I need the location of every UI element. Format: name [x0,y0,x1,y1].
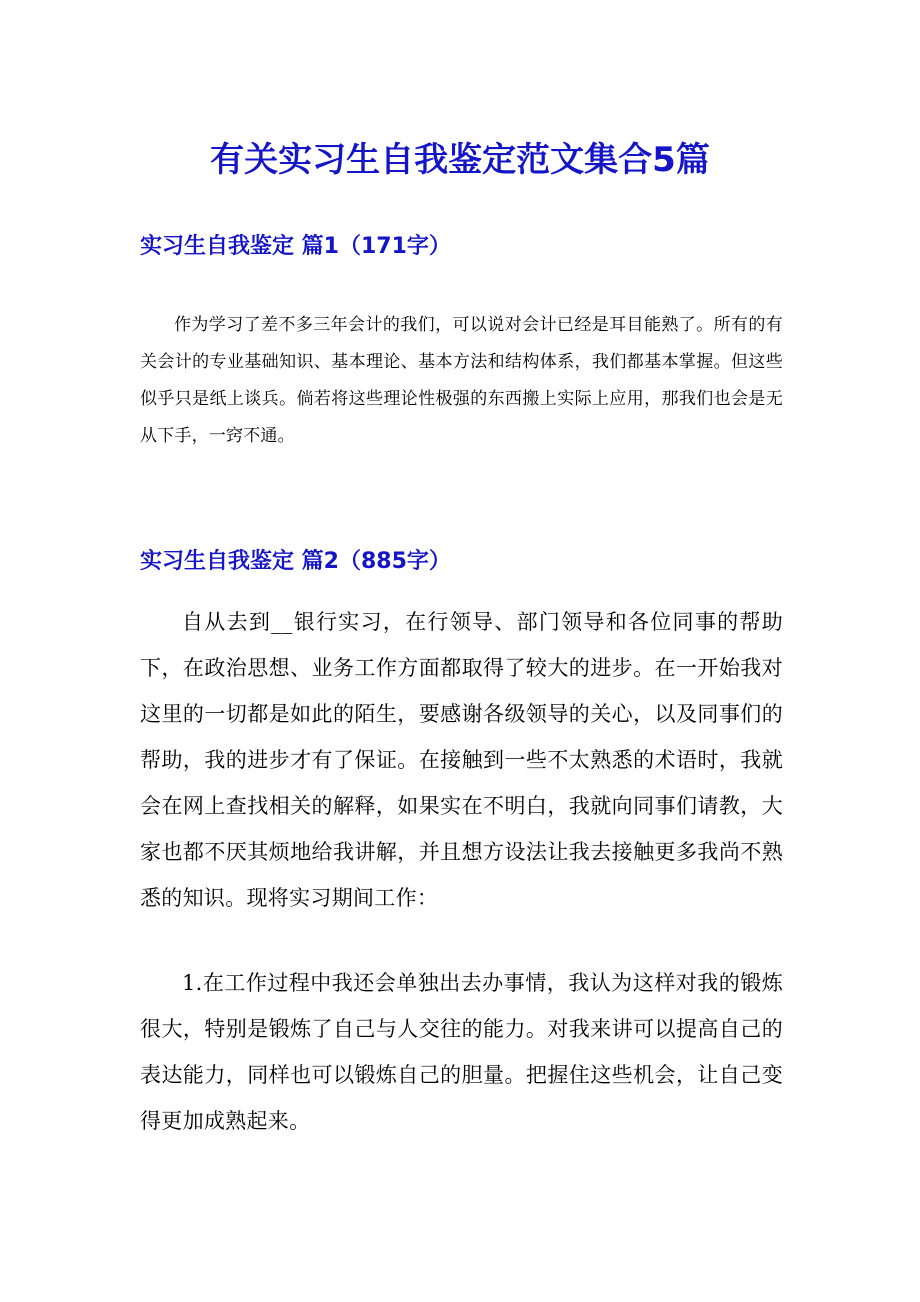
section-heading-2: 实习生自我鉴定 篇2（885字） [140,549,451,574]
document-title: 有关实习生自我鉴定范文集合5篇 [210,140,710,180]
section-2-paragraph-2: 1.在工作过程中我还会单独出去办事情，我认为这样对我的锻炼很大，特别是锻炼了自己与人交往的能力。对我来讲可以提高自己的表达能力，同样也可以锻炼自己的胆量。把握住这些机会，让自己变得更加成熟起来。 [140,971,783,1133]
section-2-paragraph-1: 自从去到__银行实习，在行领导、部门领导和各位同事的帮助下，在政治思想、业务工作方面都取得了较大的进步。在一开始我对这里的一切都是如此的陌生，要感谢各级领导的关心，以及同事们的帮助，我的进步才有了保证。在接触到一些不太熟悉的术语时，我就会在网上查找相关的解释，如果实在不明白，我就向同事们请教，大家也都不厌其烦地给我讲解，并且想方设法让我去接触更多我尚不熟悉的知识。现将实习期间工作： [140,610,783,910]
section-heading-1: 实习生自我鉴定 篇1（171字） [140,234,451,259]
section-1-paragraph-1: 作为学习了差不多三年会计的我们，可以说对会计已经是耳目能熟了。所有的有关会计的专业基础知识、基本理论、基本方法和结构体系，我们都基本掌握。但这些似乎只是纸上谈兵。倘若将这些理论性极强的东西搬上实际上应用，那我们也会是无从下手，一窍不通。 [140,315,783,446]
